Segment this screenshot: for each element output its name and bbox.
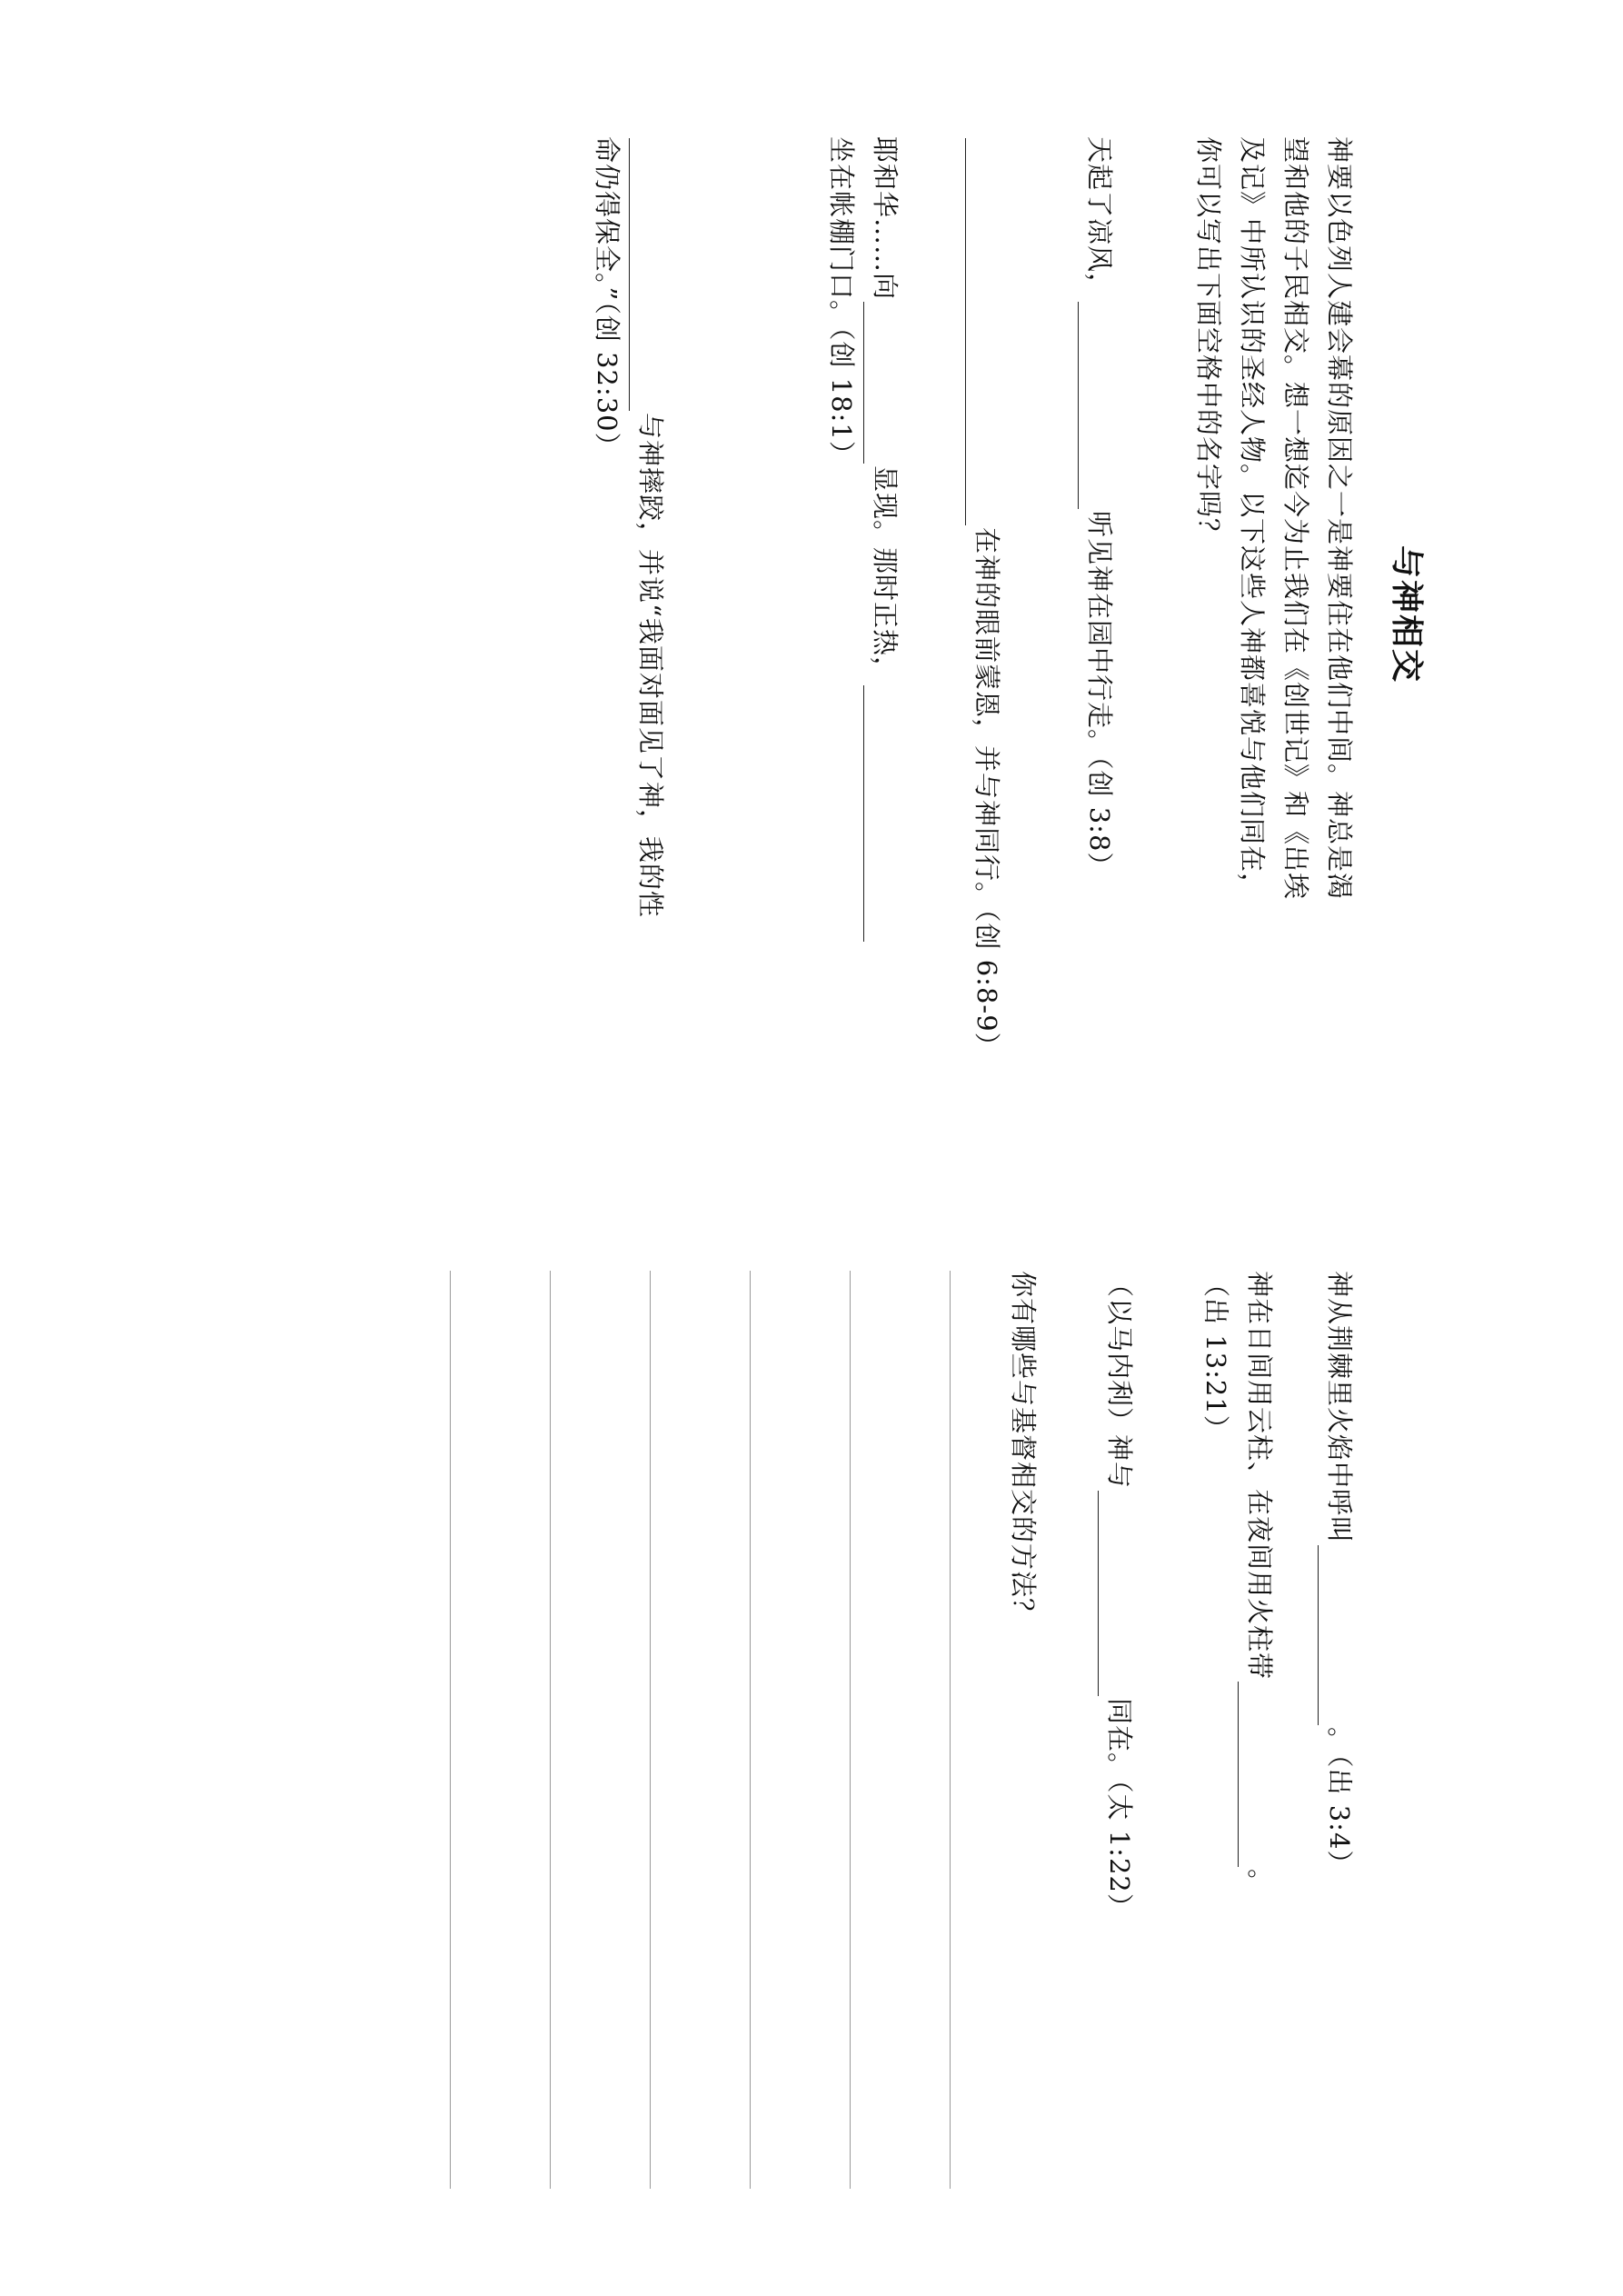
question-text: 神在日间用云柱、在夜间用火柱带 xyxy=(1244,1271,1275,1681)
question-text: 听见神在园中行走。（创 3:8） xyxy=(1084,511,1115,880)
writing-line[interactable] xyxy=(850,1271,851,2189)
answer-blank[interactable] xyxy=(965,138,993,525)
question-8: 你有哪些与基督相交的方法？ xyxy=(1008,1271,1039,1626)
question-4 xyxy=(629,136,672,918)
question-text: 在神的眼前蒙恩，并与神同行。（创 6:8-9） xyxy=(971,527,1002,1060)
question-text: （以马内利）神与 xyxy=(1104,1271,1135,1490)
question-text: 同在。（太 1:22） xyxy=(1104,1698,1135,1921)
question-text: 耶和华……向 xyxy=(870,136,901,301)
question-7 xyxy=(1098,1271,1141,1921)
question-text: 与神摔跤，并说“我面对面见了神，我的性 xyxy=(635,413,666,918)
answer-blank[interactable] xyxy=(863,302,891,464)
question-6 xyxy=(1238,1271,1281,1896)
question-text: 天起了凉风， xyxy=(1084,136,1115,301)
writing-line[interactable] xyxy=(950,1271,951,2189)
answer-blank[interactable] xyxy=(1098,1491,1126,1696)
question-text: 显现。那时正热， xyxy=(870,465,901,684)
question-2 xyxy=(965,136,1009,1060)
question-6-line-2: （出 13:21） xyxy=(1200,1271,1231,1442)
answer-blank[interactable] xyxy=(1238,1682,1266,1867)
writing-line[interactable] xyxy=(450,1271,451,2189)
writing-line[interactable] xyxy=(650,1271,651,2189)
intro-line: 神要以色列人建会幕的原因之一是神要住在他们中间。神总是渴 xyxy=(1324,136,1355,901)
intro-line: 你可以写出下面空格中的名字吗？ xyxy=(1193,136,1224,546)
question-4-line-2: 命仍得保全。”（创 32:30） xyxy=(592,136,622,460)
question-5 xyxy=(1318,1271,1361,1877)
writing-line[interactable] xyxy=(550,1271,551,2189)
answer-blank[interactable] xyxy=(629,138,657,411)
answer-blank[interactable] xyxy=(863,685,891,942)
question-3-line-2: 坐在帐棚门口。（创 18:1） xyxy=(826,136,857,468)
intro-paragraph xyxy=(1187,136,1361,1254)
writing-line[interactable] xyxy=(750,1271,751,2189)
question-3 xyxy=(863,136,907,943)
intro-line: 及记》中所认识的圣经人物。以下这些人神都喜悦与他们同在， xyxy=(1237,136,1268,901)
page-title: 与神相交 xyxy=(1388,545,1425,684)
question-text: 神从荆棘里火焰中呼叫 xyxy=(1324,1271,1355,1544)
question-text: 。 xyxy=(1244,1869,1275,1897)
question-text: 。（出 3:4） xyxy=(1324,1727,1355,1878)
question-1 xyxy=(1078,136,1121,879)
answer-blank[interactable] xyxy=(1318,1545,1346,1725)
answer-blank[interactable] xyxy=(1078,302,1106,509)
intro-line: 望和他的子民相交。想一想迄今为止我们在《创世记》和《出埃 xyxy=(1280,136,1311,901)
